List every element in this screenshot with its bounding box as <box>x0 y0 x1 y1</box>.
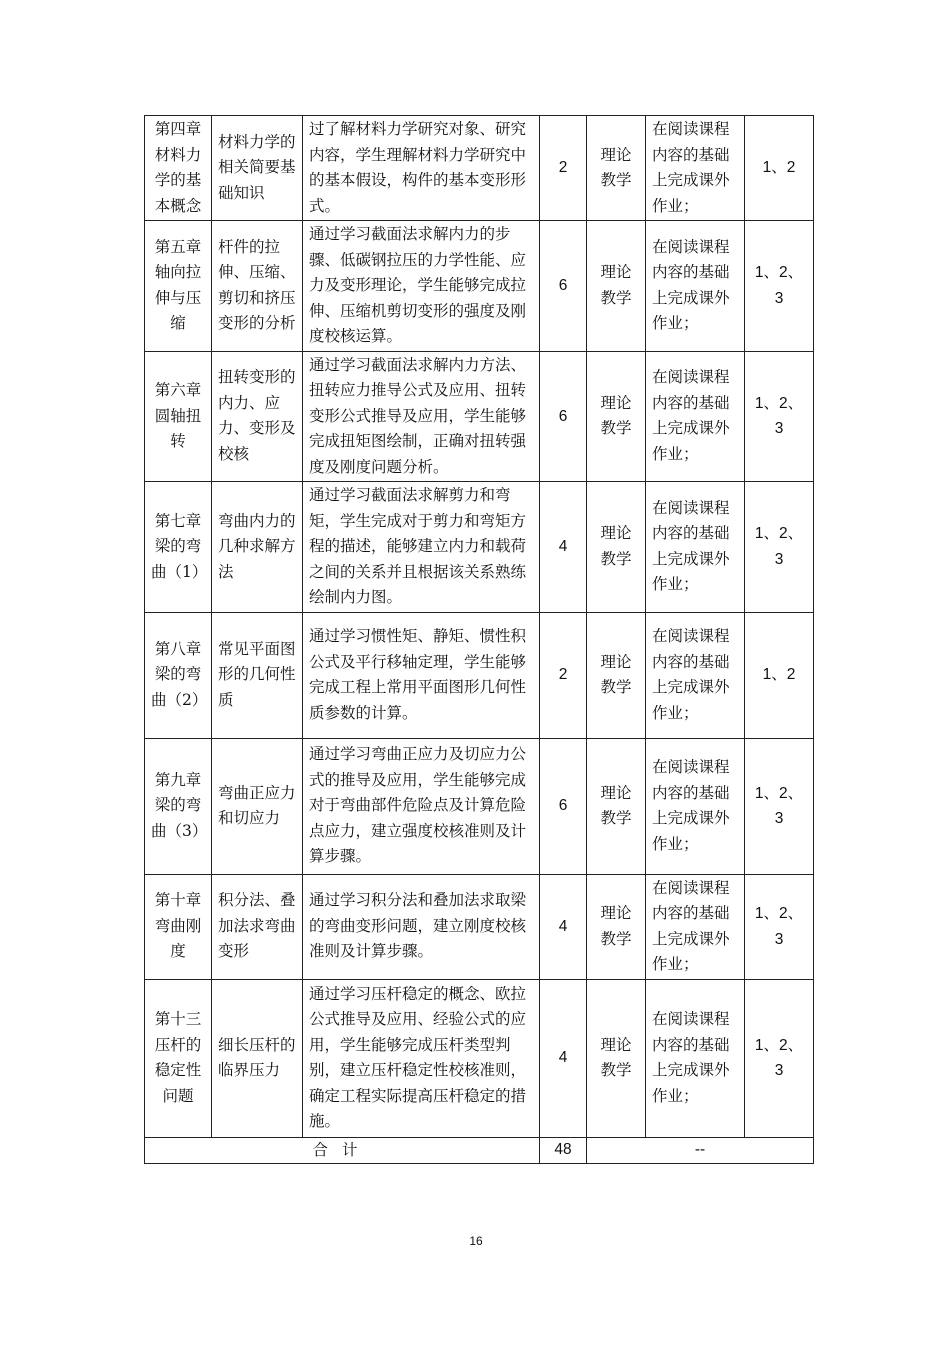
total-rest: -- <box>587 1137 814 1163</box>
hours-cell: 4 <box>540 482 587 613</box>
homework-cell: 在阅读课程内容的基础上完成课外作业； <box>646 874 745 979</box>
table-row <box>145 874 814 979</box>
chapter-cell: 第六章圆轴扭转 <box>145 351 212 482</box>
content-cell: 扭转变形的内力、应力、变形及校核 <box>212 351 303 482</box>
chapter-cell: 第十三压杆的稳定性问题 <box>145 979 212 1137</box>
hours-cell: 2 <box>540 612 587 738</box>
requirement-cell: 通过学习弯曲正应力及切应力公式的推导及应用，学生能够完成对于弯曲部件危险点及计算危险点应力，建立强度校核准则及计算步骤。 <box>303 738 540 874</box>
content-cell: 弯曲内力的几种求解方法 <box>212 482 303 613</box>
total-row <box>145 1137 814 1163</box>
table-row <box>145 221 814 352</box>
method-cell: 理论教学 <box>587 482 646 613</box>
objectives-cell: 1、2 <box>745 612 814 738</box>
chapter-cell: 第八章梁的弯曲（2） <box>145 612 212 738</box>
hours-cell: 2 <box>540 116 587 221</box>
page-number: 16 <box>469 1234 483 1248</box>
content-cell: 弯曲正应力和切应力 <box>212 738 303 874</box>
requirement-cell: 通过学习压杆稳定的概念、欧拉公式推导及应用、经验公式的应用，学生能够完成压杆类型判别，建立压杆稳定性校核准则，确定工程实际提高压杆稳定的措施。 <box>303 979 540 1137</box>
content-cell: 积分法、叠加法求弯曲变形 <box>212 874 303 979</box>
hours-cell: 4 <box>540 874 587 979</box>
chapter-cell: 第五章轴向拉伸与压缩 <box>145 221 212 352</box>
hours-cell: 4 <box>540 979 587 1137</box>
table-row <box>145 612 814 738</box>
homework-cell: 在阅读课程内容的基础上完成课外作业； <box>646 351 745 482</box>
syllabus-table <box>144 115 814 1164</box>
requirement-cell: 过了解材料力学研究对象、研究内容，学生理解材料力学研究中的基本假设，构件的基本变形形式。 <box>303 116 540 221</box>
table-row <box>145 738 814 874</box>
method-cell: 理论教学 <box>587 221 646 352</box>
method-cell: 理论教学 <box>587 738 646 874</box>
objectives-cell: 1、2 <box>745 116 814 221</box>
objectives-cell: 1、2、3 <box>745 738 814 874</box>
method-cell: 理论教学 <box>587 116 646 221</box>
method-cell: 理论教学 <box>587 979 646 1137</box>
requirement-cell: 通过学习截面法求解内力的步骤、低碳钢拉压的力学性能、应力及变形理论，学生能够完成拉伸、压缩机剪切变形的强度及刚度校核运算。 <box>303 221 540 352</box>
method-cell: 理论教学 <box>587 351 646 482</box>
homework-cell: 在阅读课程内容的基础上完成课外作业； <box>646 116 745 221</box>
method-cell: 理论教学 <box>587 612 646 738</box>
objectives-cell: 1、2、3 <box>745 482 814 613</box>
hours-cell: 6 <box>540 738 587 874</box>
requirement-cell: 通过学习惯性矩、静矩、惯性积公式及平行移轴定理，学生能够完成工程上常用平面图形几何性质参数的计算。 <box>303 612 540 738</box>
objectives-cell: 1、2、3 <box>745 874 814 979</box>
objectives-cell: 1、2、3 <box>745 979 814 1137</box>
hours-cell: 6 <box>540 351 587 482</box>
homework-cell: 在阅读课程内容的基础上完成课外作业； <box>646 482 745 613</box>
homework-cell: 在阅读课程内容的基础上完成课外作业； <box>646 221 745 352</box>
objectives-cell: 1、2、3 <box>745 351 814 482</box>
objectives-cell: 1、2、3 <box>745 221 814 352</box>
requirement-cell: 通过学习积分法和叠加法求取梁的弯曲变形问题，建立刚度校核准则及计算步骤。 <box>303 874 540 979</box>
chapter-cell: 第四章材料力学的基本概念 <box>145 116 212 221</box>
table-row <box>145 482 814 613</box>
method-cell: 理论教学 <box>587 874 646 979</box>
chapter-cell: 第七章梁的弯曲（1） <box>145 482 212 613</box>
chapter-cell: 第十章弯曲刚度 <box>145 874 212 979</box>
content-cell: 材料力学的相关简要基础知识 <box>212 116 303 221</box>
chapter-cell: 第九章梁的弯曲（3） <box>145 738 212 874</box>
table-row <box>145 116 814 221</box>
content-cell: 常见平面图形的几何性质 <box>212 612 303 738</box>
homework-cell: 在阅读课程内容的基础上完成课外作业； <box>646 612 745 738</box>
content-cell: 杆件的拉伸、压缩、剪切和挤压变形的分析 <box>212 221 303 352</box>
table-row <box>145 351 814 482</box>
homework-cell: 在阅读课程内容的基础上完成课外作业； <box>646 738 745 874</box>
homework-cell: 在阅读课程内容的基础上完成课外作业； <box>646 979 745 1137</box>
content-cell: 细长压杆的临界压力 <box>212 979 303 1137</box>
requirement-cell: 通过学习截面法求解剪力和弯矩，学生完成对于剪力和弯矩方程的描述，能够建立内力和载荷之间的关系并且根据该关系熟练绘制内力图。 <box>303 482 540 613</box>
table-row <box>145 979 814 1137</box>
hours-cell: 6 <box>540 221 587 352</box>
total-hours: 48 <box>540 1137 587 1163</box>
total-label: 合计 <box>145 1137 540 1163</box>
requirement-cell: 通过学习截面法求解内力方法、扭转应力推导公式及应用、扭转变形公式推导及应用，学生能够完成扭矩图绘制，正确对扭转强度及刚度问题分析。 <box>303 351 540 482</box>
